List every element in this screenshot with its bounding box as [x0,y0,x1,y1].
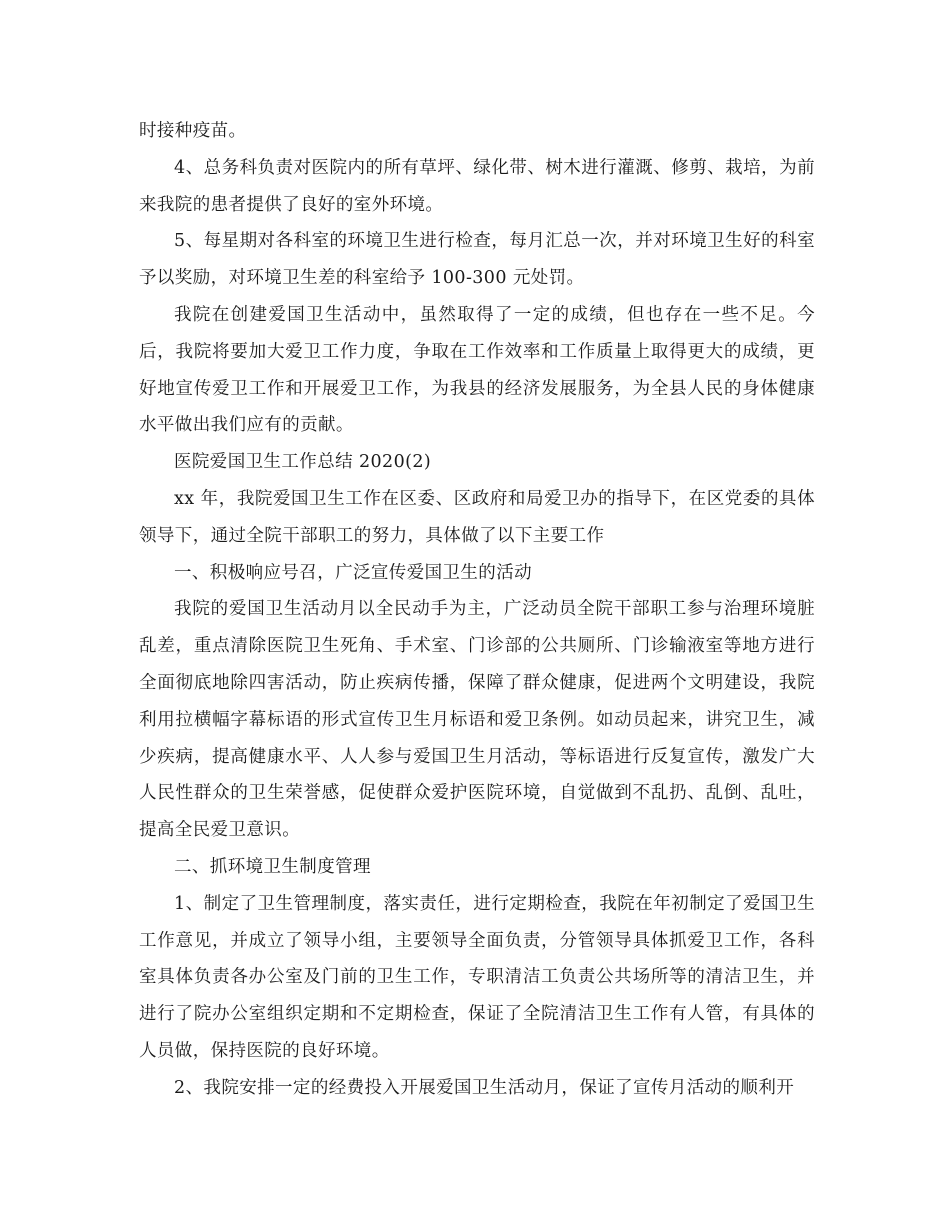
section-title: 医院爱国卫生工作总结 2020(2) [174,452,432,473]
section-heading: 一、积极响应号召，广泛宣传爱国卫生的活动 [174,562,532,583]
paragraph: 1、制定了卫生管理制度，落实责任，进行定期检查，我院在年初制定了爱国卫生工作意见，并成立了领导小组，主要领导全面负责，分管领导具体抓爱卫工作，各科室具体负责各办公室及门前的卫生工作，专职清洁工负责公共场所等的清洁卫生，并进行了院办公室组织定期和不定期检查，保证了全院清洁卫生工作有人管，有具体的人员做，保持医院的良好环境。 [139,893,815,1061]
paragraph: 4、总务科负责对医院内的所有草坪、绿化带、树木进行灌溉、修剪、栽培，为前来我院的患者提供了良好的室外环境。 [139,157,815,215]
document-body [139,113,815,1107]
paragraph: 2、我院安排一定的经费投入开展爱国卫生活动月，保证了宣传月活动的顺利开 [174,1077,795,1098]
section-heading: 二、抓环境卫生制度管理 [174,856,371,877]
paragraph: 我院在创建爱国卫生活动中，虽然取得了一定的成绩，但也存在一些不足。今后，我院将要加大爱卫工作力度，争取在工作效率和工作质量上取得更大的成绩，更好地宣传爱卫工作和开展爱卫工作，为我县的经济发展服务，为全县人民的身体健康水平做出我们应有的贡献。 [139,304,815,436]
paragraph: xx 年，我院爱国卫生工作在区委、区政府和局爱卫办的指导下，在区党委的具体领导下，通过全院干部职工的努力，具体做了以下主要工作 [139,488,815,546]
paragraph: 我院的爱国卫生活动月以全民动手为主，广泛动员全院干部职工参与治理环境脏乱差，重点清除医院卫生死角、手术室、门诊部的公共厕所、门诊输液室等地方进行全面彻底地除四害活动，防止疾病传播，保障了群众健康，促进两个文明建设，我院利用拉横幅字幕标语的形式宣传卫生月标语和爱卫条例。如动员起来，讲究卫生，减少疾病，提高健康水平、人人参与爱国卫生月活动，等标语进行反复宣传，激发广大人民性群众的卫生荣誉感，促使群众爱护医院环境，自觉做到不乱扔、乱倒、乱吐，提高全民爱卫意识。 [139,599,815,841]
paragraph: 5、每星期对各科室的环境卫生进行检查，每月汇总一次，并对环境卫生好的科室予以奖励，对环境卫生差的科室给予 100-300 元处罚。 [139,231,815,289]
paragraph: 时接种疫苗。 [139,121,247,141]
